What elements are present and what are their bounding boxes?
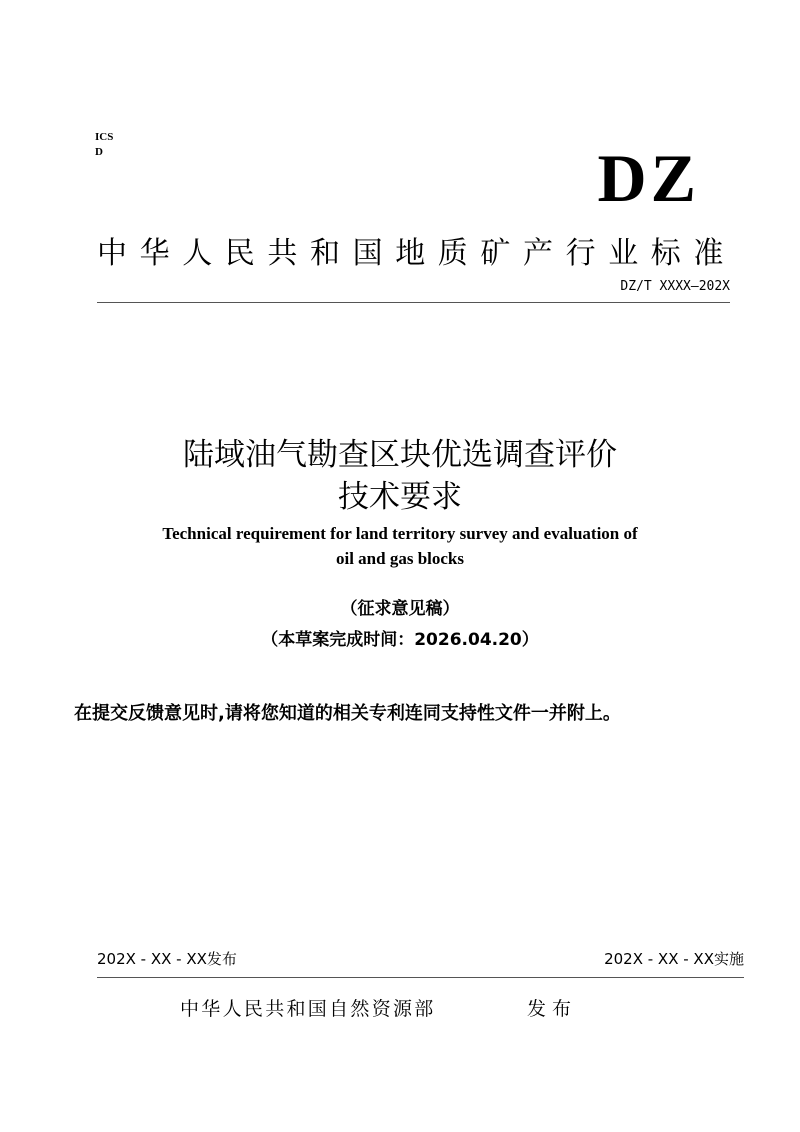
- standard-number: DZ/T XXXX—202X: [620, 279, 730, 294]
- publish-label: 发布: [527, 998, 578, 1020]
- document-title-cn-line1: 陆域油气勘查区块优选调查评价: [183, 437, 617, 473]
- implement-date: 202X - XX - XX实施: [604, 950, 744, 968]
- patent-notice: 在提交反馈意见时,请将您知道的相关专利连同支持性文件一并附上。: [74, 703, 621, 724]
- document-title-en-line1: Technical requirement for land territory survey and evaluation of: [162, 524, 638, 543]
- standard-title: 中华人民共和国地质矿产行业标准: [97, 236, 736, 271]
- dz-logo: DZ: [597, 140, 700, 216]
- classification-code: D: [95, 146, 103, 158]
- draft-completion-date: （本草案完成时间：2026.04.20）: [261, 630, 539, 650]
- document-title-en-line2: oil and gas blocks: [335, 549, 464, 568]
- publisher: 中华人民共和国自然资源部: [180, 998, 436, 1020]
- ics-code: ICS: [95, 131, 114, 143]
- issue-date: 202X - XX - XX发布: [97, 950, 237, 968]
- header-divider: [97, 302, 730, 303]
- footer-divider: [97, 977, 744, 978]
- document-title-cn-line2: 技术要求: [338, 479, 462, 515]
- draft-status: （征求意见稿）: [340, 599, 460, 619]
